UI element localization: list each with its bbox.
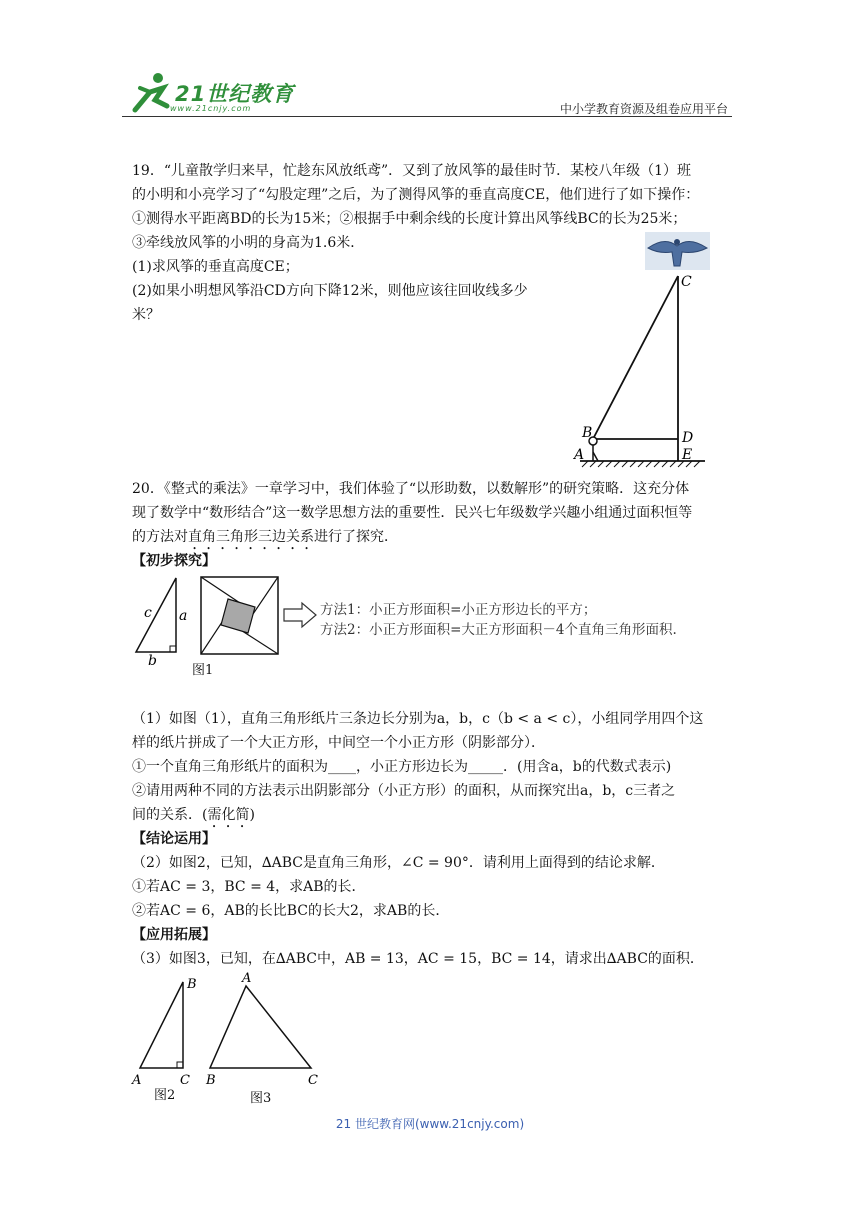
footer-link[interactable]: 21 世纪教育网(www.21cnjy.com) — [335, 1117, 525, 1131]
q20-p1: （1）如图（1），直角三角形纸片三条边长分别为a，b，c（b < a < c），小组同学用四个这 — [132, 711, 704, 727]
q19-line-5: (1)求风筝的垂直高度CE； — [132, 259, 299, 275]
fig1-label-b: b — [148, 653, 157, 665]
fig1-caption: 图1 — [192, 663, 214, 678]
q20-p2: 样的纸片拼成了一个大正方形，中间空一个小正方形（阴影部分）． — [132, 735, 545, 751]
q19-line-3: ①测得水平距离BD的长为15米；②根据手中剩余线的长度计算出风筝线BC的长为25米； — [132, 211, 687, 227]
q20-p9: （3）如图3，已知，在∆ABC中，AB = 13，AC = 15，BC = 14，请求出∆ABC的面积． — [132, 951, 704, 967]
q20-p5-emphasis: 需化简 — [207, 807, 250, 823]
label-D: D — [682, 430, 694, 446]
q20-p5 — [132, 804, 255, 831]
fig3-label-B: B — [206, 1073, 216, 1088]
method-1: 方法1：小正方形面积=小正方形边长的平方； — [320, 602, 597, 618]
q20-line-3a: 的方法对 — [132, 529, 188, 545]
section-extension: 【应用拓展】 — [132, 927, 216, 943]
q20-line-3c: 进行了探究． — [314, 529, 398, 545]
fig3-label-C: C — [308, 1073, 318, 1088]
label-B: B — [582, 425, 593, 441]
q19-line-2: 的小明和小亮学习了“勾股定理”之后，为了测得风筝的垂直高度CE，他们进行了如下操作： — [132, 187, 700, 203]
section-initial-exploration: 【初步探究】 — [132, 553, 216, 569]
q20-p5a: 间的关系．( — [132, 807, 208, 823]
fig2-label-A: A — [132, 1073, 142, 1088]
q20-emphasis: 直角三角形三边关系 — [188, 529, 314, 545]
fig3-label-A: A — [242, 971, 252, 986]
fig1-label-c: c — [144, 605, 152, 621]
header-right-text: 中小学教育资源及组卷应用平台 — [559, 102, 728, 116]
q20-line-1: 20．《整式的乘法》一章学习中，我们体验了“以形助数，以数解形”的研究策略．这充分体 — [132, 481, 690, 497]
q19-line-1: 19．“儿童散学归来早，忙趁东风放纸鸢”．又到了放风筝的最佳时节．某校八年级（1）班 — [132, 163, 692, 179]
label-E: E — [682, 447, 693, 463]
kite-icon — [645, 232, 710, 270]
q20-p3: ①一个直角三角形纸片的面积为____，小正方形边长为_____．(用含a，b的代数式表示) — [132, 759, 672, 775]
fig1-label-a: a — [179, 608, 188, 624]
logo-url: www.21cnjy.com — [170, 104, 252, 113]
fig3-caption: 图3 — [250, 1091, 272, 1106]
q20-line-3 — [132, 526, 398, 553]
fig2-label-B: B — [187, 977, 197, 992]
kite-figure — [560, 228, 710, 473]
q20-p7: ①若AC = 3，BC = 4，求AB的长． — [132, 879, 366, 895]
q20-line-2: 现了数学中“数形结合”这一数学思想方法的重要性．民兴七年级数学兴趣小组通过面积恒等 — [132, 505, 693, 521]
q20-p5c: ) — [249, 807, 255, 823]
label-C: C — [681, 274, 692, 290]
header-divider — [122, 116, 732, 117]
figure-1 — [128, 575, 318, 665]
q19-line-7: 米？ — [132, 307, 160, 323]
q19-line-6: (2)如果小明想风筝沿CD方向下降12米，则他应该往回收线多少 — [132, 283, 528, 299]
q20-p6: （2）如图2，已知，∆ABC是直角三角形，∠C = 90°．请利用上面得到的结论求解． — [132, 855, 665, 871]
label-A: A — [574, 447, 585, 463]
q19-line-4: ③牵线放风筝的小明的身高为1.6米． — [132, 235, 365, 251]
section-conclusion: 【结论运用】 — [132, 831, 216, 847]
method-2: 方法2：小正方形面积=大正方形面积－4个直角三角形面积. — [320, 622, 677, 638]
q20-p8: ②若AC = 6，AB的长比BC的长大2，求AB的长． — [132, 903, 450, 919]
fig2-caption: 图2 — [154, 1088, 176, 1103]
logo-text: 21世纪教育 — [175, 82, 295, 106]
fig2-label-C: C — [180, 1073, 190, 1088]
q20-p4: ②请用两种不同的方法表示出阴影部分（小正方形）的面积，从而探究出a，b，c三者之 — [132, 783, 676, 799]
